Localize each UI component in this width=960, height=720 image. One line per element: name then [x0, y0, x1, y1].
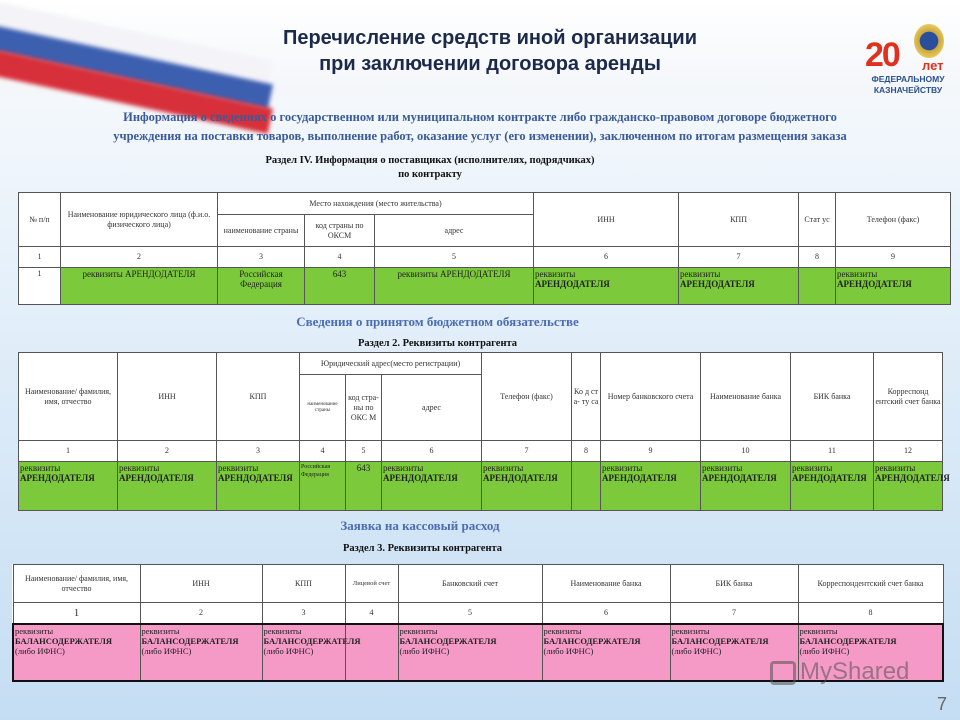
cell-text: реквизиты	[680, 269, 721, 279]
col-number: 1	[13, 603, 140, 624]
cell	[398, 624, 542, 681]
col-number: 8	[572, 441, 601, 462]
cell-text: БАЛАНСОДЕРЖАТЕЛЯ	[543, 635, 641, 646]
cell-note: (либо ИФНС)	[799, 645, 850, 656]
col-number: 6	[534, 247, 679, 268]
col-number: 6	[542, 603, 670, 624]
cell	[13, 624, 140, 681]
cell-text: АРЕНДОДАТЕЛЯ	[535, 279, 610, 289]
col-number: 2	[61, 247, 218, 268]
header-corr-account: Корреспондентский счет банка	[798, 565, 943, 603]
col-number: 11	[791, 441, 874, 462]
header-country-code: код стра- ны по ОКС М	[346, 375, 382, 441]
cell	[482, 462, 572, 511]
cell-text: реквизиты	[483, 463, 524, 473]
cell-text: АРЕНДОДАТЕЛЯ	[792, 473, 867, 483]
cell-kpp	[679, 268, 799, 305]
title-line-1: Перечисление средств иной организации	[282, 27, 698, 49]
col-number: 2	[140, 603, 262, 624]
section3-title: Заявка на кассовый расход	[340, 518, 500, 533]
cell-text: АРЕНДОДАТЕЛЯ	[680, 279, 755, 289]
cell	[791, 462, 874, 511]
cell-text: реквизиты	[399, 625, 438, 636]
header-kpp: КПП	[217, 353, 300, 441]
cell-text: БАЛАНСОДЕРЖАТЕЛЯ	[15, 635, 112, 646]
col-number: 5	[398, 603, 542, 624]
cell-text: реквизиты	[535, 269, 576, 279]
header-location: Место нахождения (место жительства)	[218, 193, 534, 215]
cell-text: реквизиты	[263, 625, 302, 636]
cell	[382, 462, 482, 511]
header-country-code: код страны по ОКСМ	[305, 215, 375, 247]
slide-title	[200, 25, 780, 77]
cell-text: АРЕНДОДАТЕЛЯ	[837, 279, 912, 289]
cell-text: реквизиты	[119, 463, 160, 473]
counterparty-table	[18, 352, 950, 511]
cell-note: (либо ИФНС)	[543, 645, 594, 656]
cell-text: АРЕНДОДАТЕЛЯ	[218, 473, 293, 483]
cell-note: (либо ИФНС)	[141, 645, 192, 656]
cell-text: реквизиты	[141, 625, 180, 636]
treasury-20-years-logo	[862, 20, 954, 96]
col-number: 3	[218, 247, 305, 268]
header-bik: БИК банка	[791, 353, 874, 441]
cell-text: реквизиты	[218, 463, 259, 473]
cell-phone	[836, 268, 951, 305]
data-row	[19, 462, 943, 511]
cell	[601, 462, 701, 511]
header-status: Стат ус	[799, 193, 836, 247]
cell-text: АРЕНДОДАТЕЛЯ	[383, 473, 458, 483]
cell-text: АРЕНДОДАТЕЛЯ	[875, 473, 950, 483]
cell-note: (либо ИФНС)	[263, 645, 314, 656]
cell-status	[799, 268, 836, 305]
col-number: 1	[19, 441, 118, 462]
header-phone: Телефон (факс)	[482, 353, 572, 441]
section3-caption: Раздел 3. Реквизиты контрагента	[342, 543, 503, 554]
section1-caption	[0, 154, 860, 182]
cell-text: БАЛАНСОДЕРЖАТЕЛЯ	[263, 635, 361, 646]
cell	[874, 462, 950, 511]
watermark	[770, 658, 909, 686]
section2-caption: Раздел 2. Реквизиты контрагента	[357, 338, 518, 349]
cell-text: БАЛАНСОДЕРЖАТЕЛЯ	[141, 635, 239, 646]
cell-text: АРЕНДОДАТЕЛЯ	[602, 473, 677, 483]
cell-text: реквизиты	[671, 625, 710, 636]
cell	[542, 624, 670, 681]
col-number: 12	[874, 441, 943, 462]
numbers-row	[19, 441, 943, 462]
header-kpp: КПП	[679, 193, 799, 247]
header-bik: БИК банка	[670, 565, 798, 603]
watermark-text: MyShared	[800, 658, 910, 685]
cell-text: реквизиты	[20, 463, 61, 473]
header-inn: ИНН	[534, 193, 679, 247]
cell-country: Российская Федерация	[300, 462, 346, 511]
header-status-code: Ко д ст а- ту са	[572, 353, 601, 441]
cell-text: реквизиты	[837, 269, 878, 279]
logo-suffix: лет	[922, 58, 944, 73]
cell-empty	[572, 462, 601, 511]
cell-text: реквизиты	[792, 463, 833, 473]
col-number: 4	[300, 441, 346, 462]
col-number: 3	[262, 603, 345, 624]
cell	[217, 462, 300, 511]
cell-text: реквизиты	[602, 463, 643, 473]
col-number: 5	[375, 247, 534, 268]
section2-title: Сведения о принятом бюджетном обязательстве	[296, 314, 579, 329]
cell	[701, 462, 791, 511]
header-account: Номер банковского счета	[601, 353, 701, 441]
col-number: 8	[798, 603, 943, 624]
col-number: 4	[345, 603, 398, 624]
col-number: 6	[382, 441, 482, 462]
cell	[118, 462, 217, 511]
cell-text: АРЕНДОДАТЕЛЯ	[483, 473, 558, 483]
header-phone: Телефон (факс)	[836, 193, 951, 247]
col-number: 5	[346, 441, 382, 462]
emblem-icon	[914, 24, 944, 58]
cell-text: реквизиты	[875, 463, 916, 473]
page-number: 7	[937, 694, 948, 714]
logo-line-2: КАЗНАЧЕЙСТВУ	[873, 85, 943, 95]
cell-name: реквизиты АРЕНДОДАТЕЛЯ	[61, 268, 218, 305]
presentation-icon	[770, 661, 796, 685]
info-heading	[20, 108, 940, 146]
col-number: 8	[799, 247, 836, 268]
cell-text: реквизиты	[799, 625, 838, 636]
cell-code: 643	[305, 268, 375, 305]
col-number: 9	[601, 441, 701, 462]
cell-text: АРЕНДОДАТЕЛЯ	[20, 473, 95, 483]
header-name: Наименование/ фамилия, имя, отчество	[19, 353, 118, 441]
col-number: 1	[19, 247, 61, 268]
info-line-2: учреждения на поставки товаров, выполнение работ, оказание услуг (его изменении), заключенном по итогам размещения заказа	[113, 129, 847, 143]
header-bank-account: Банковский счет	[398, 565, 542, 603]
header-kpp: КПП	[262, 565, 345, 603]
title-line-2: при заключении договора аренды	[319, 53, 661, 75]
cell-address: реквизиты АРЕНДОДАТЕЛЯ	[375, 268, 534, 305]
cell-inn	[534, 268, 679, 305]
header-inn: ИНН	[118, 353, 217, 441]
suppliers-table	[18, 192, 951, 305]
cell-text: АРЕНДОДАТЕЛЯ	[702, 473, 777, 483]
cell-text: реквизиты	[15, 625, 54, 636]
info-line-1: Информация о сведениях о государственном или муниципальном контракте либо гражданско-правовом договоре бюджетного	[123, 110, 837, 124]
cell-num: 1	[19, 268, 61, 305]
col-number: 4	[305, 247, 375, 268]
header-address: адрес	[382, 375, 482, 441]
col-number: 9	[836, 247, 951, 268]
header-bank: Наименование банка	[701, 353, 791, 441]
col-number: 7	[679, 247, 799, 268]
header-bank: Наименование банка	[542, 565, 670, 603]
cell	[262, 624, 361, 681]
col-number: 7	[482, 441, 572, 462]
logo-line-1: ФЕДЕРАЛЬНОМУ	[871, 74, 945, 84]
header-legal-address: Юридический адрес(место регистрации)	[300, 353, 482, 375]
header-name: Наименование юридического лица (ф.и.о. физического лица)	[61, 193, 218, 247]
cell-text: БАЛАНСОДЕРЖАТЕЛЯ	[399, 635, 497, 646]
col-number: 3	[217, 441, 300, 462]
header-personal-account: Лицевой счет	[345, 565, 398, 603]
col-number: 2	[118, 441, 217, 462]
cell-text: реквизиты	[543, 625, 582, 636]
cell-code: 643	[346, 462, 382, 511]
header-country: наименование страны	[218, 215, 305, 247]
slide-header	[0, 0, 960, 95]
cell-text: реквизиты	[383, 463, 424, 473]
cell-text: реквизиты	[702, 463, 743, 473]
cell-text: БАЛАНСОДЕРЖАТЕЛЯ	[799, 635, 897, 646]
cell-country: Российская Федерация	[218, 268, 305, 305]
header-num: № п/п	[19, 193, 61, 247]
cell-text: БАЛАНСОДЕРЖАТЕЛЯ	[671, 635, 769, 646]
header-name: Наименование/ фамилия, имя, отчество	[13, 565, 140, 603]
logo-number: 20	[865, 36, 899, 74]
header-inn: ИНН	[140, 565, 262, 603]
header-corr-account: Корреспонд ентский счет банка	[874, 353, 943, 441]
caption-line-1: Раздел IV. Информация о поставщиках (исполнителях, подрядчиках)	[265, 155, 595, 166]
cell-note: (либо ИФНС)	[399, 645, 450, 656]
cell-note: (либо ИФНС)	[671, 645, 722, 656]
cell	[140, 624, 262, 681]
col-number: 10	[701, 441, 791, 462]
cell-text: АРЕНДОДАТЕЛЯ	[119, 473, 194, 483]
header-country: наименование страны	[300, 375, 346, 441]
col-number: 7	[670, 603, 798, 624]
cell-empty	[345, 624, 398, 681]
cell-note: (либо ИФНС)	[15, 645, 65, 656]
header-address: адрес	[375, 215, 534, 247]
cell	[19, 462, 118, 511]
caption-line-2: по контракту	[398, 169, 462, 180]
